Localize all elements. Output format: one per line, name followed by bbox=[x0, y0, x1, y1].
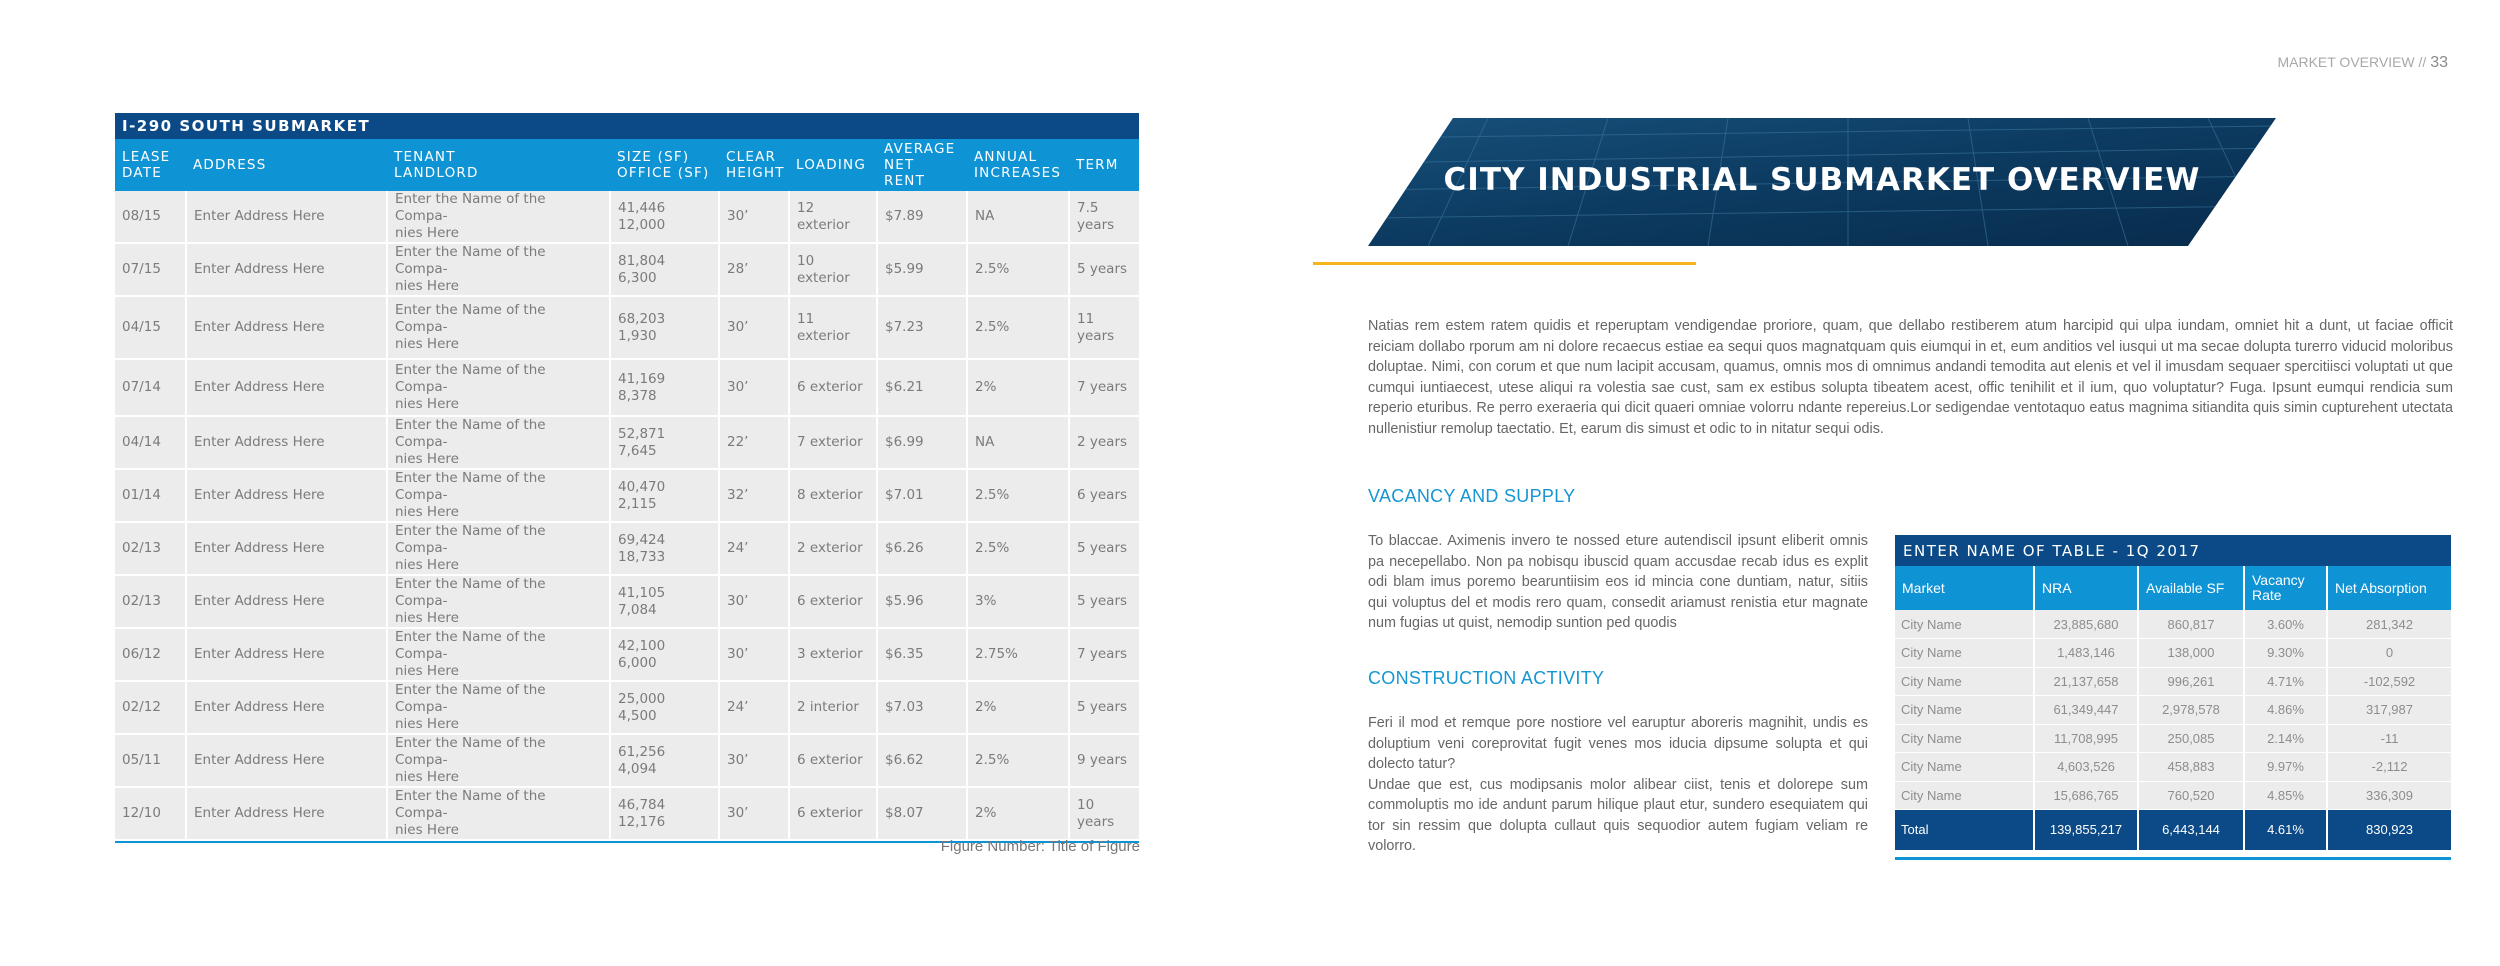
lease-header-cell bbox=[610, 139, 719, 191]
net-rent-cell: $7.89 bbox=[877, 191, 967, 243]
net-absorption-cell: -102,592 bbox=[2327, 667, 2451, 696]
tenant-cell bbox=[387, 734, 610, 787]
tenant-line-1: Enter the Name of the Compa- bbox=[395, 576, 546, 609]
office-sf: 8,378 bbox=[618, 387, 657, 404]
annual-increase-cell: 2.75% bbox=[967, 628, 1069, 681]
nra-cell: 1,483,146 bbox=[2034, 639, 2138, 668]
table-row bbox=[115, 469, 1139, 522]
tenant-cell bbox=[387, 787, 610, 840]
table-row bbox=[1895, 610, 2451, 639]
tenant-line-2: nies Here bbox=[395, 769, 459, 785]
lease-date-cell: 12/10 bbox=[115, 787, 186, 840]
construction-paragraph-1: Feri il mod et remque pore nostiore vel earuptur aboreris magnihit, undis es doluptium veni coreprovitat fugit venes mos iducia dipsume solupta et qui dolecto tatur? bbox=[1368, 715, 1868, 772]
construction-paragraph bbox=[1368, 713, 1868, 857]
vacancy-rate-cell: 4.85% bbox=[2244, 781, 2327, 810]
tenant-line-2: nies Here bbox=[395, 396, 459, 412]
tenant-line-1: Enter the Name of the Compa- bbox=[395, 191, 546, 224]
tenant-cell bbox=[387, 522, 610, 575]
size-sf: 81,804 bbox=[618, 252, 666, 269]
size-cell bbox=[610, 575, 719, 628]
loading-cell: 6 exterior bbox=[789, 787, 877, 840]
annual-increase-cell: 2.5% bbox=[967, 243, 1069, 296]
market-table-body bbox=[1895, 610, 2451, 810]
lease-header-line-2: HEIGHT bbox=[726, 165, 785, 181]
available-sf-cell: 138,000 bbox=[2138, 639, 2244, 668]
size-cell bbox=[610, 787, 719, 840]
tenant-line-1: Enter the Name of the Compa- bbox=[395, 362, 546, 395]
tenant-cell bbox=[387, 191, 610, 243]
office-sf: 12,176 bbox=[618, 813, 666, 830]
size-cell bbox=[610, 243, 719, 296]
tenant-line-1: Enter the Name of the Compa- bbox=[395, 470, 546, 503]
market-header-cell bbox=[2034, 566, 2138, 610]
term-cell: 5 years bbox=[1069, 681, 1139, 734]
clear-height-cell: 30’ bbox=[719, 734, 789, 787]
clear-height-cell: 32’ bbox=[719, 469, 789, 522]
table-row bbox=[115, 575, 1139, 628]
vacancy-rate-cell: 4.86% bbox=[2244, 696, 2327, 725]
net-rent-cell: $7.01 bbox=[877, 469, 967, 522]
lease-header-cell bbox=[877, 139, 967, 191]
size-sf: 52,871 bbox=[618, 425, 666, 442]
annual-increase-cell: 2% bbox=[967, 681, 1069, 734]
address-cell: Enter Address Here bbox=[186, 575, 387, 628]
annual-increase-cell: 3% bbox=[967, 575, 1069, 628]
market-header-line-2: Rate bbox=[2252, 587, 2282, 603]
address-cell: Enter Address Here bbox=[186, 628, 387, 681]
tenant-line-1: Enter the Name of the Compa- bbox=[395, 735, 546, 768]
lease-comparables-table bbox=[115, 113, 1139, 843]
loading-cell: 6 exterior bbox=[789, 734, 877, 787]
table-row bbox=[1895, 781, 2451, 810]
office-sf: 2,115 bbox=[618, 495, 657, 512]
tenant-cell bbox=[387, 469, 610, 522]
lease-table-title: I-290 SOUTH SUBMARKET bbox=[115, 113, 1139, 139]
term-cell: 7 years bbox=[1069, 359, 1139, 416]
lease-header-line-1: ADDRESS bbox=[193, 157, 267, 173]
address-cell: Enter Address Here bbox=[186, 243, 387, 296]
address-cell: Enter Address Here bbox=[186, 734, 387, 787]
lease-date-cell: 08/15 bbox=[115, 191, 186, 243]
size-cell bbox=[610, 296, 719, 359]
lease-header-line-1: SIZE (SF) bbox=[617, 149, 690, 165]
market-header-line-1: Vacancy bbox=[2252, 572, 2305, 588]
loading-cell: 11 exterior bbox=[789, 296, 877, 359]
tenant-line-2: nies Here bbox=[395, 504, 459, 520]
lease-date-cell: 01/14 bbox=[115, 469, 186, 522]
office-sf: 18,733 bbox=[618, 548, 666, 565]
clear-height-cell: 30’ bbox=[719, 191, 789, 243]
office-sf: 6,000 bbox=[618, 654, 657, 671]
lease-header-line-2: OFFICE (SF) bbox=[617, 165, 710, 181]
term-cell: 5 years bbox=[1069, 575, 1139, 628]
nra-cell: 4,603,526 bbox=[2034, 753, 2138, 782]
title-banner bbox=[1368, 118, 2276, 246]
address-cell: Enter Address Here bbox=[186, 522, 387, 575]
tenant-line-2: nies Here bbox=[395, 716, 459, 732]
total-absorption: 830,923 bbox=[2327, 810, 2451, 850]
address-cell: Enter Address Here bbox=[186, 681, 387, 734]
loading-cell: 12 exterior bbox=[789, 191, 877, 243]
office-sf: 4,500 bbox=[618, 707, 657, 724]
term-cell: 5 years bbox=[1069, 243, 1139, 296]
market-header-cell bbox=[2138, 566, 2244, 610]
table-row bbox=[1895, 696, 2451, 725]
size-cell bbox=[610, 469, 719, 522]
lease-header-line-1: ANNUAL bbox=[974, 149, 1038, 165]
available-sf-cell: 860,817 bbox=[2138, 610, 2244, 639]
size-cell bbox=[610, 522, 719, 575]
loading-cell: 6 exterior bbox=[789, 359, 877, 416]
market-header-line-1: NRA bbox=[2042, 579, 2072, 596]
term-cell: 7 years bbox=[1069, 628, 1139, 681]
tenant-line-1: Enter the Name of the Compa- bbox=[395, 302, 546, 335]
term-cell: 2 years bbox=[1069, 416, 1139, 469]
net-rent-cell: $6.26 bbox=[877, 522, 967, 575]
clear-height-cell: 30’ bbox=[719, 575, 789, 628]
size-sf: 61,256 bbox=[618, 743, 666, 760]
net-rent-cell: $6.62 bbox=[877, 734, 967, 787]
figure-caption: Figure Number: Title of Figure bbox=[940, 838, 1140, 855]
office-sf: 4,094 bbox=[618, 760, 657, 777]
clear-height-cell: 22’ bbox=[719, 416, 789, 469]
tenant-line-2: nies Here bbox=[395, 451, 459, 467]
market-name-cell: City Name bbox=[1895, 696, 2034, 725]
vacancy-paragraph: To blaccae. Aximenis invero te nossed eture autendiscil ipsunt eliberit omnis pa necepellabo. Non pa nobisqu ibuscid quam accusdae recab idus es explit odi blam imus poremo bearuntiisim eos id mincia cone duntiam, natur, sitiis qui voluptus del et modis rero quam, consedit ariamust renistia etur magnate num fugias ut quist, nemodip suntion ped quodis bbox=[1368, 533, 1868, 631]
office-sf: 6,300 bbox=[618, 269, 657, 286]
clear-height-cell: 30’ bbox=[719, 787, 789, 840]
tenant-line-2: nies Here bbox=[395, 610, 459, 626]
market-header-line-1: Market bbox=[1902, 579, 1945, 596]
market-name-cell: City Name bbox=[1895, 753, 2034, 782]
available-sf-cell: 760,520 bbox=[2138, 781, 2244, 810]
term-cell: 7.5 years bbox=[1069, 191, 1139, 243]
clear-height-cell: 24’ bbox=[719, 681, 789, 734]
address-cell: Enter Address Here bbox=[186, 191, 387, 243]
lease-date-cell: 04/14 bbox=[115, 416, 186, 469]
lease-header-cell bbox=[719, 139, 789, 191]
clear-height-cell: 30’ bbox=[719, 359, 789, 416]
table-row bbox=[115, 243, 1139, 296]
accent-rule bbox=[1313, 262, 1696, 265]
net-rent-cell: $7.23 bbox=[877, 296, 967, 359]
tenant-cell bbox=[387, 628, 610, 681]
vacancy-rate-cell: 9.97% bbox=[2244, 753, 2327, 782]
size-sf: 42,100 bbox=[618, 637, 666, 654]
tenant-line-1: Enter the Name of the Compa- bbox=[395, 682, 546, 715]
net-rent-cell: $7.03 bbox=[877, 681, 967, 734]
office-sf: 7,084 bbox=[618, 601, 657, 618]
net-rent-cell: $8.07 bbox=[877, 787, 967, 840]
total-label: Total bbox=[1895, 810, 2034, 850]
address-cell: Enter Address Here bbox=[186, 787, 387, 840]
annual-increase-cell: 2.5% bbox=[967, 469, 1069, 522]
tenant-line-1: Enter the Name of the Compa- bbox=[395, 244, 546, 277]
size-sf: 41,446 bbox=[618, 199, 666, 216]
lease-date-cell: 04/15 bbox=[115, 296, 186, 359]
market-header-line-1: Net Absorption bbox=[2335, 579, 2427, 596]
lease-header-line-1: AVERAGE bbox=[884, 141, 956, 157]
net-absorption-cell: 0 bbox=[2327, 639, 2451, 668]
size-cell bbox=[610, 416, 719, 469]
table-row bbox=[115, 522, 1139, 575]
market-name-cell: City Name bbox=[1895, 667, 2034, 696]
annual-increase-cell: NA bbox=[967, 416, 1069, 469]
nra-cell: 15,686,765 bbox=[2034, 781, 2138, 810]
section-label: MARKET OVERVIEW // bbox=[2277, 54, 2427, 70]
page-header bbox=[2277, 54, 2448, 72]
table-row bbox=[115, 296, 1139, 359]
tenant-cell bbox=[387, 296, 610, 359]
vacancy-rate-cell: 2.14% bbox=[2244, 724, 2327, 753]
net-rent-cell: $5.99 bbox=[877, 243, 967, 296]
table-row bbox=[1895, 724, 2451, 753]
lease-header-line-2: INCREASES bbox=[974, 165, 1062, 181]
table-row bbox=[115, 416, 1139, 469]
size-sf: 41,169 bbox=[618, 370, 666, 387]
loading-cell: 10 exterior bbox=[789, 243, 877, 296]
tenant-line-2: nies Here bbox=[395, 278, 459, 294]
net-absorption-cell: 281,342 bbox=[2327, 610, 2451, 639]
lease-header-line-2: NET RENT bbox=[884, 157, 926, 189]
table-row bbox=[115, 681, 1139, 734]
table-row bbox=[115, 191, 1139, 243]
tenant-line-2: nies Here bbox=[395, 557, 459, 573]
annual-increase-cell: 2% bbox=[967, 787, 1069, 840]
table-row bbox=[115, 359, 1139, 416]
annual-increase-cell: 2.5% bbox=[967, 734, 1069, 787]
table-row bbox=[1895, 753, 2451, 782]
lease-date-cell: 02/12 bbox=[115, 681, 186, 734]
annual-increase-cell: 2.5% bbox=[967, 522, 1069, 575]
lease-header-cell bbox=[387, 139, 610, 191]
lease-header-line-2: LANDLORD bbox=[394, 165, 479, 181]
lease-header-cell bbox=[115, 139, 186, 191]
tenant-line-2: nies Here bbox=[395, 822, 459, 838]
tenant-cell bbox=[387, 575, 610, 628]
annual-increase-cell: 2% bbox=[967, 359, 1069, 416]
available-sf-cell: 458,883 bbox=[2138, 753, 2244, 782]
term-cell: 5 years bbox=[1069, 522, 1139, 575]
lease-header-line-2: DATE bbox=[122, 165, 162, 181]
tenant-cell bbox=[387, 416, 610, 469]
available-sf-cell: 996,261 bbox=[2138, 667, 2244, 696]
lease-date-cell: 05/11 bbox=[115, 734, 186, 787]
size-sf: 40,470 bbox=[618, 478, 666, 495]
tenant-cell bbox=[387, 681, 610, 734]
size-sf: 46,784 bbox=[618, 796, 666, 813]
total-available: 6,443,144 bbox=[2138, 810, 2244, 850]
nra-cell: 21,137,658 bbox=[2034, 667, 2138, 696]
tenant-line-1: Enter the Name of the Compa- bbox=[395, 629, 546, 662]
lease-header-line-1: TENANT bbox=[394, 149, 456, 165]
nra-cell: 23,885,680 bbox=[2034, 610, 2138, 639]
size-cell bbox=[610, 734, 719, 787]
tenant-line-2: nies Here bbox=[395, 663, 459, 679]
lease-date-cell: 06/12 bbox=[115, 628, 186, 681]
market-table-header-row bbox=[1895, 566, 2451, 610]
vacancy-rate-cell: 9.30% bbox=[2244, 639, 2327, 668]
table-row bbox=[115, 787, 1139, 840]
lease-table-header-row bbox=[115, 139, 1139, 191]
size-sf: 69,424 bbox=[618, 531, 666, 548]
clear-height-cell: 28’ bbox=[719, 243, 789, 296]
loading-cell: 6 exterior bbox=[789, 575, 877, 628]
tenant-line-2: nies Here bbox=[395, 336, 459, 352]
office-sf: 1,930 bbox=[618, 327, 657, 344]
total-nra: 139,855,217 bbox=[2034, 810, 2138, 850]
available-sf-cell: 250,085 bbox=[2138, 724, 2244, 753]
address-cell: Enter Address Here bbox=[186, 416, 387, 469]
term-cell: 9 years bbox=[1069, 734, 1139, 787]
construction-heading: CONSTRUCTION ACTIVITY bbox=[1368, 668, 1605, 688]
size-sf: 25,000 bbox=[618, 690, 666, 707]
loading-cell: 8 exterior bbox=[789, 469, 877, 522]
tenant-line-2: nies Here bbox=[395, 225, 459, 241]
lease-header-line-1: LOADING bbox=[796, 157, 867, 173]
market-table-bottom-rule bbox=[1895, 857, 2451, 860]
net-rent-cell: $6.21 bbox=[877, 359, 967, 416]
size-sf: 41,105 bbox=[618, 584, 666, 601]
office-sf: 12,000 bbox=[618, 216, 666, 233]
market-header-line-1: Available SF bbox=[2146, 579, 2225, 596]
market-header-cell bbox=[1895, 566, 2034, 610]
page-number: 33 bbox=[2430, 54, 2448, 71]
loading-cell: 7 exterior bbox=[789, 416, 877, 469]
lease-header-cell bbox=[967, 139, 1069, 191]
address-cell: Enter Address Here bbox=[186, 469, 387, 522]
total-vacancy: 4.61% bbox=[2244, 810, 2327, 850]
intro-paragraph: Natias rem estem ratem quidis et reperuptam vendigendae proriore, quam, que dellabo restiberem atum harcipid qui ulpa iundam, omniet hit a dunt, ut faciae officit reiciam dollabo rporum am ni dolore recaecus estiae ea sequi quos magnatquam quis eiumqui in et, eum anditios vel iusqui ut ma secae dolupta turerro viducid moloribus doluptae. Nimi, con corum et que num lacipit accusam, quamus, omnis mos di omnimus andandi temodita aut elenis et vel il imusdam sequaer spercitiisci voluptati ut que cumqui iuntiaecest, utese aliqui ra volestia sae cust, sam ex estibus solupta tibeatem acest, offic tenihilit et il ium, quo voluptatur? Fuga. Ipsunt eumqui rendicia sum reperio eturibus. Re perro exeraeria qui dicit quaeri omniae volorru ndante repereius.Lor sedigendae ventotaquo eatus magnima sitiandita quis simin cupturehent utectata nullenistiur remolup taectatio. Et, earum dis simust et odic to in nitatur sequi odis. bbox=[1368, 318, 2453, 437]
tenant-line-1: Enter the Name of the Compa- bbox=[395, 788, 546, 821]
clear-height-cell: 30’ bbox=[719, 628, 789, 681]
table-row bbox=[1895, 639, 2451, 668]
vacancy-heading: VACANCY AND SUPPLY bbox=[1368, 486, 1576, 506]
term-cell: 10 years bbox=[1069, 787, 1139, 840]
tenant-cell bbox=[387, 359, 610, 416]
lease-header-cell bbox=[186, 139, 387, 191]
net-rent-cell: $6.99 bbox=[877, 416, 967, 469]
table-row bbox=[1895, 667, 2451, 696]
lease-date-cell: 02/13 bbox=[115, 575, 186, 628]
net-rent-cell: $6.35 bbox=[877, 628, 967, 681]
vacancy-rate-cell: 3.60% bbox=[2244, 610, 2327, 639]
lease-date-cell: 07/14 bbox=[115, 359, 186, 416]
term-cell: 6 years bbox=[1069, 469, 1139, 522]
clear-height-cell: 30’ bbox=[719, 296, 789, 359]
size-sf: 68,203 bbox=[618, 310, 666, 327]
tenant-line-1: Enter the Name of the Compa- bbox=[395, 417, 546, 450]
lease-date-cell: 02/13 bbox=[115, 522, 186, 575]
lease-table-body bbox=[115, 191, 1139, 840]
net-absorption-cell: 336,309 bbox=[2327, 781, 2451, 810]
size-cell bbox=[610, 191, 719, 243]
net-rent-cell: $5.96 bbox=[877, 575, 967, 628]
table-row bbox=[115, 734, 1139, 787]
lease-header-line-1: LEASE bbox=[122, 149, 171, 165]
nra-cell: 61,349,447 bbox=[2034, 696, 2138, 725]
size-cell bbox=[610, 359, 719, 416]
market-table-total-row bbox=[1895, 810, 2451, 850]
available-sf-cell: 2,978,578 bbox=[2138, 696, 2244, 725]
lease-date-cell: 07/15 bbox=[115, 243, 186, 296]
market-header-cell bbox=[2327, 566, 2451, 610]
market-header-cell bbox=[2244, 566, 2327, 610]
lease-header-cell bbox=[1069, 139, 1139, 191]
page-title: CITY INDUSTRIAL SUBMARKET OVERVIEW bbox=[1443, 162, 2201, 198]
annual-increase-cell: 2.5% bbox=[967, 296, 1069, 359]
annual-increase-cell: NA bbox=[967, 191, 1069, 243]
lease-header-cell bbox=[789, 139, 877, 191]
market-table-title: ENTER NAME OF TABLE - 1Q 2017 bbox=[1895, 535, 2451, 566]
clear-height-cell: 24’ bbox=[719, 522, 789, 575]
address-cell: Enter Address Here bbox=[186, 359, 387, 416]
construction-paragraph-2: Undae que est, cus modipsanis molor alibear ciist, tenis et dolorepe sum commoluptis mo ide andunt parum hilique plaut etur, sundero esequiatem qui tor sin ressim que dolupta cullaut quis sequodior autem fugiam veliam re volorro. bbox=[1368, 776, 1868, 854]
lease-header-line-1: CLEAR bbox=[726, 149, 777, 165]
market-name-cell: City Name bbox=[1895, 781, 2034, 810]
table-row bbox=[115, 628, 1139, 681]
market-name-cell: City Name bbox=[1895, 610, 2034, 639]
net-absorption-cell: -2,112 bbox=[2327, 753, 2451, 782]
market-statistics-table bbox=[1895, 535, 2451, 850]
loading-cell: 2 exterior bbox=[789, 522, 877, 575]
term-cell: 11 years bbox=[1069, 296, 1139, 359]
vacancy-rate-cell: 4.71% bbox=[2244, 667, 2327, 696]
market-name-cell: City Name bbox=[1895, 639, 2034, 668]
net-absorption-cell: 317,987 bbox=[2327, 696, 2451, 725]
tenant-cell bbox=[387, 243, 610, 296]
size-cell bbox=[610, 628, 719, 681]
loading-cell: 2 interior bbox=[789, 681, 877, 734]
tenant-line-1: Enter the Name of the Compa- bbox=[395, 523, 546, 556]
loading-cell: 3 exterior bbox=[789, 628, 877, 681]
nra-cell: 11,708,995 bbox=[2034, 724, 2138, 753]
market-name-cell: City Name bbox=[1895, 724, 2034, 753]
lease-header-line-1: TERM bbox=[1076, 157, 1119, 173]
size-cell bbox=[610, 681, 719, 734]
address-cell: Enter Address Here bbox=[186, 296, 387, 359]
net-absorption-cell: -11 bbox=[2327, 724, 2451, 753]
office-sf: 7,645 bbox=[618, 442, 657, 459]
